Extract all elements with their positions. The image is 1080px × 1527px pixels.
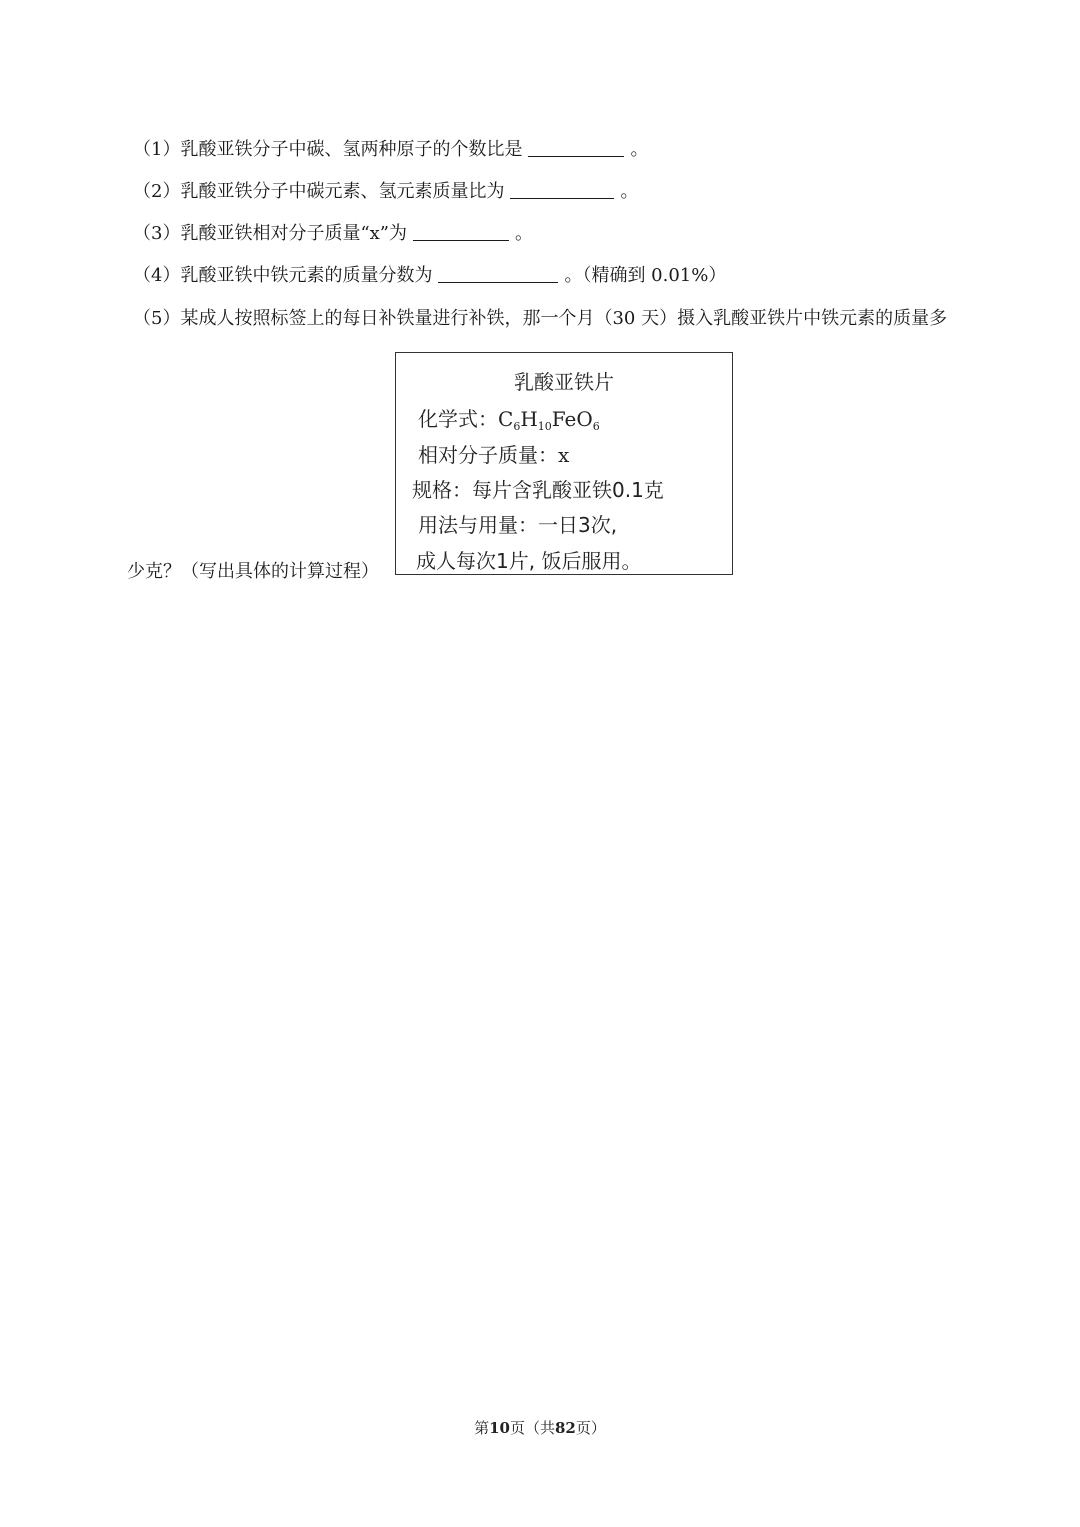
label-mass-label: 相对分子质量： [418,443,558,467]
label-formula-line [418,403,600,433]
medicine-label-box [395,352,733,575]
label-formula-label: 化学式： [418,407,498,431]
question-4 [133,264,726,288]
label-spec: 规格：每片含乳酸亚铁0.1克 [412,478,664,502]
question-1-suffix: 。 [630,139,649,160]
question-5-text: （5）某成人按照标签上的每日补铁量进行补铁，那一个月（30 天）摄入乳酸亚铁片中铁元素的质量多 [133,308,948,329]
answer-blank-1 [528,138,624,157]
question-4-suffix: 。（精确到 0.01%） [564,265,727,286]
label-mass-value: x [558,443,570,467]
question-3-suffix: 。 [515,223,534,244]
label-dose: 成人每次1片, 饭后服用。 [416,549,642,573]
question-1 [133,138,648,162]
answer-blank-4 [438,264,558,283]
question-3 [133,222,533,246]
question-5-continuation: 少克？（写出具体的计算过程） [127,561,379,582]
answer-blank-3 [413,222,509,241]
question-2-text: （2）乳酸亚铁分子中碳元素、氢元素质量比为 [133,181,505,202]
page-footer: 第10页（共82页） [474,1419,606,1437]
current-page-number: 10 [489,1419,510,1437]
answer-blank-2 [510,180,614,199]
question-2-suffix: 。 [620,181,639,202]
question-1-text: （1）乳酸亚铁分子中碳、氢两种原子的个数比是 [133,139,523,160]
question-4-text: （4）乳酸亚铁中铁元素的质量分数为 [133,265,433,286]
chemical-formula: $C_6H_{10}FeO_6$ [498,407,600,433]
label-mass-line [418,439,569,468]
question-5 [133,307,947,331]
label-usage: 用法与用量：一日3次, [418,513,618,537]
question-2 [133,180,638,204]
question-3-text: （3）乳酸亚铁相对分子质量“x”为 [133,223,408,244]
label-title: 乳酸亚铁片 [514,370,614,394]
total-page-count: 82 [555,1419,576,1437]
